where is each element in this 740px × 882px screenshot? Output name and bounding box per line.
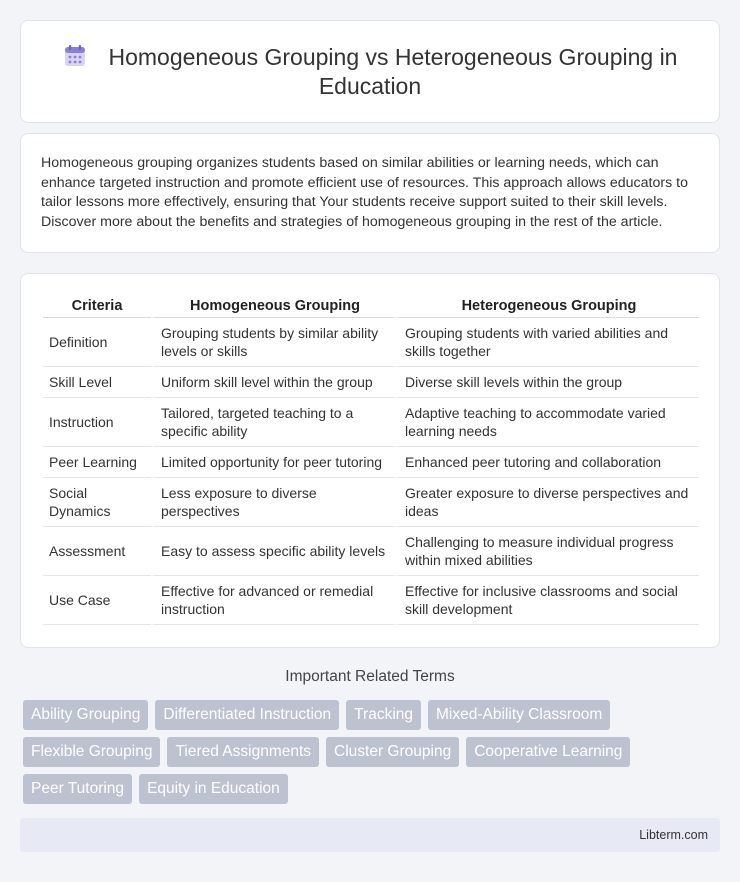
heterogeneous-cell: Enhanced peer tutoring and collaboration — [395, 447, 699, 478]
related-term-tag[interactable]: Differentiated Instruction — [155, 700, 339, 730]
title-card — [20, 20, 720, 123]
calendar-icon — [63, 44, 87, 68]
related-term-tag[interactable]: Flexible Grouping — [23, 737, 160, 767]
heterogeneous-cell: Adaptive teaching to accommodate varied learning needs — [395, 398, 699, 447]
comparison-table — [43, 294, 699, 625]
header-criteria: Criteria — [43, 294, 151, 318]
related-term-tag[interactable]: Equity in Education — [139, 774, 288, 804]
related-term-tag[interactable]: Ability Grouping — [23, 700, 148, 730]
related-term-tag[interactable]: Mixed-Ability Classroom — [428, 700, 610, 730]
criteria-cell: Assessment — [43, 527, 151, 576]
criteria-cell: Peer Learning — [43, 447, 151, 478]
related-term-tag[interactable]: Cooperative Learning — [466, 737, 630, 767]
table-row — [43, 398, 699, 447]
table-header-row — [43, 294, 699, 318]
criteria-cell: Instruction — [43, 398, 151, 447]
header-homogeneous: Homogeneous Grouping — [151, 294, 395, 318]
related-term-tag[interactable]: Peer Tutoring — [23, 774, 132, 804]
related-terms-list — [23, 700, 723, 811]
homogeneous-cell: Grouping students by similar ability levels or skills — [151, 318, 395, 367]
homogeneous-cell: Limited opportunity for peer tutoring — [151, 447, 395, 478]
related-term-tag[interactable]: Tracking — [346, 700, 421, 730]
homogeneous-cell: Uniform skill level within the group — [151, 367, 395, 398]
criteria-cell: Use Case — [43, 576, 151, 625]
criteria-cell: Definition — [43, 318, 151, 367]
heterogeneous-cell: Effective for inclusive classrooms and social skill development — [395, 576, 699, 625]
intro-card — [20, 133, 720, 253]
homogeneous-cell: Less exposure to diverse perspectives — [151, 478, 395, 527]
homogeneous-cell: Effective for advanced or remedial instruction — [151, 576, 395, 625]
criteria-cell: Skill Level — [43, 367, 151, 398]
comparison-card — [20, 273, 720, 648]
table-row — [43, 478, 699, 527]
heterogeneous-cell: Challenging to measure individual progress within mixed abilities — [395, 527, 699, 576]
table-row — [43, 527, 699, 576]
table-row — [43, 367, 699, 398]
intro-paragraph: Homogeneous grouping organizes students based on similar abilities or learning needs, which can enhance targeted instruction and promote efficient use of resources. This approach allows educators to tailor lessons more effectively, ensuring that Your students receive support suited to their skill levels. Discover more about the benefits and strategies of homogeneous grouping in the rest of the article. — [41, 155, 688, 230]
page-title: Homogeneous Grouping vs Heterogeneous Grouping in Education — [108, 43, 678, 99]
heterogeneous-cell: Grouping students with varied abilities and skills together — [395, 318, 699, 367]
header-heterogeneous: Heterogeneous Grouping — [395, 294, 699, 318]
page-title-wrap — [50, 43, 690, 101]
homogeneous-cell: Tailored, targeted teaching to a specific ability — [151, 398, 395, 447]
footer — [20, 818, 720, 852]
heterogeneous-cell: Greater exposure to diverse perspectives and ideas — [395, 478, 699, 527]
table-row — [43, 447, 699, 478]
heterogeneous-cell: Diverse skill levels within the group — [395, 367, 699, 398]
related-terms-heading: Important Related Terms — [285, 668, 455, 685]
related-term-tag[interactable]: Cluster Grouping — [326, 737, 459, 767]
related-term-tag[interactable]: Tiered Assignments — [167, 737, 319, 767]
criteria-cell: Social Dynamics — [43, 478, 151, 527]
homogeneous-cell: Easy to assess specific ability levels — [151, 527, 395, 576]
table-row — [43, 576, 699, 625]
table-row — [43, 318, 699, 367]
footer-brand-link[interactable]: Libterm.com — [639, 828, 708, 842]
